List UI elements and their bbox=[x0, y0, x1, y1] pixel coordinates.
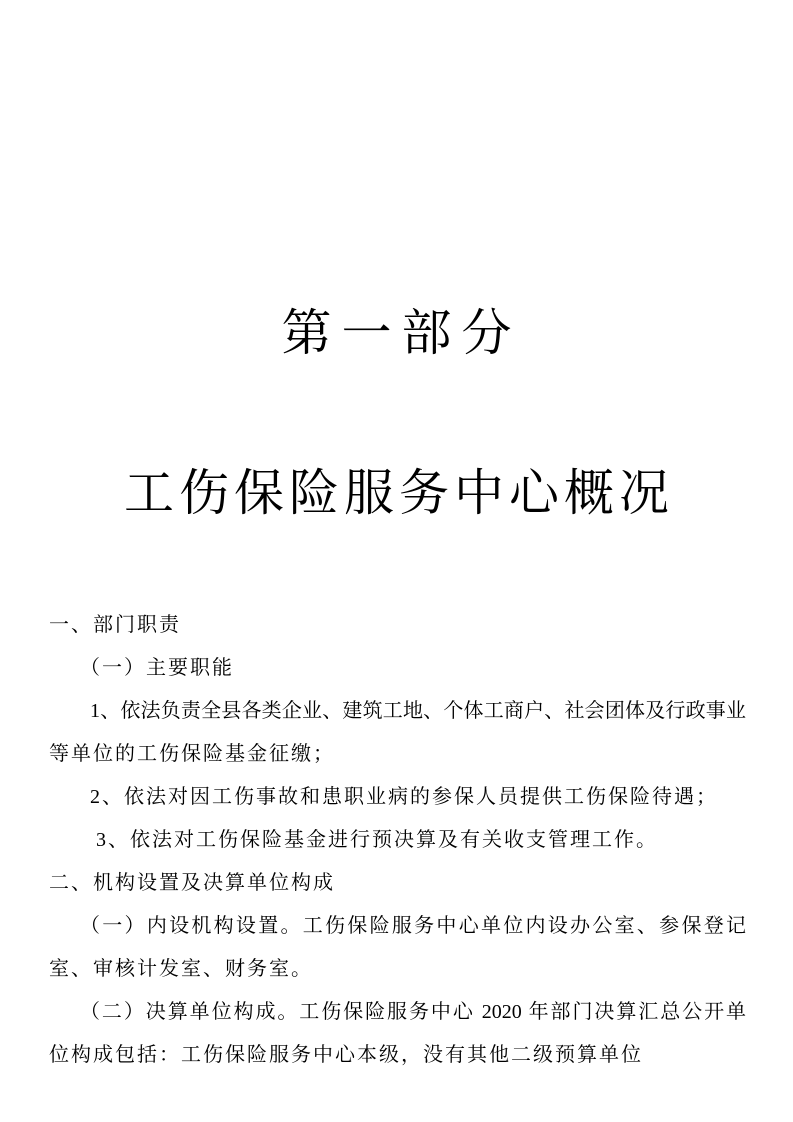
part-label: 第一部分 bbox=[281, 305, 522, 361]
subsection-heading-1-1: （一）主要职能 bbox=[80, 657, 234, 679]
paragraph-line: 1、依法负责全县各类企业、建筑工地、个体工商户、社会团体及行政事业 bbox=[90, 700, 746, 722]
section-heading-1: 一、部门职责 bbox=[49, 614, 181, 636]
part-title: 工伤保险服务中心概况 bbox=[124, 465, 674, 521]
section-heading-2: 二、机构设置及决算单位构成 bbox=[49, 872, 335, 894]
paragraph-line: 室、审核计发室、财务室。 bbox=[49, 958, 313, 980]
paragraph-line: 等单位的工伤保险基金征缴； bbox=[49, 743, 335, 765]
paragraph-line: 2、依法对因工伤事故和患职业病的参保人员提供工伤保险待遇； bbox=[90, 786, 718, 808]
paragraph-line: （二）决算单位构成。工伤保险服务中心 2020 年部门决算汇总公开单 bbox=[80, 1001, 746, 1023]
paragraph-line: 位构成包括：工伤保险服务中心本级，没有其他二级预算单位 bbox=[49, 1044, 643, 1066]
paragraph-line: （一）内设机构设置。工伤保险服务中心单位内设办公室、参保登记 bbox=[80, 915, 746, 937]
paragraph-line: 3、依法对工伤保险基金进行预决算及有关收支管理工作。 bbox=[96, 829, 658, 851]
document-body bbox=[49, 604, 746, 1077]
